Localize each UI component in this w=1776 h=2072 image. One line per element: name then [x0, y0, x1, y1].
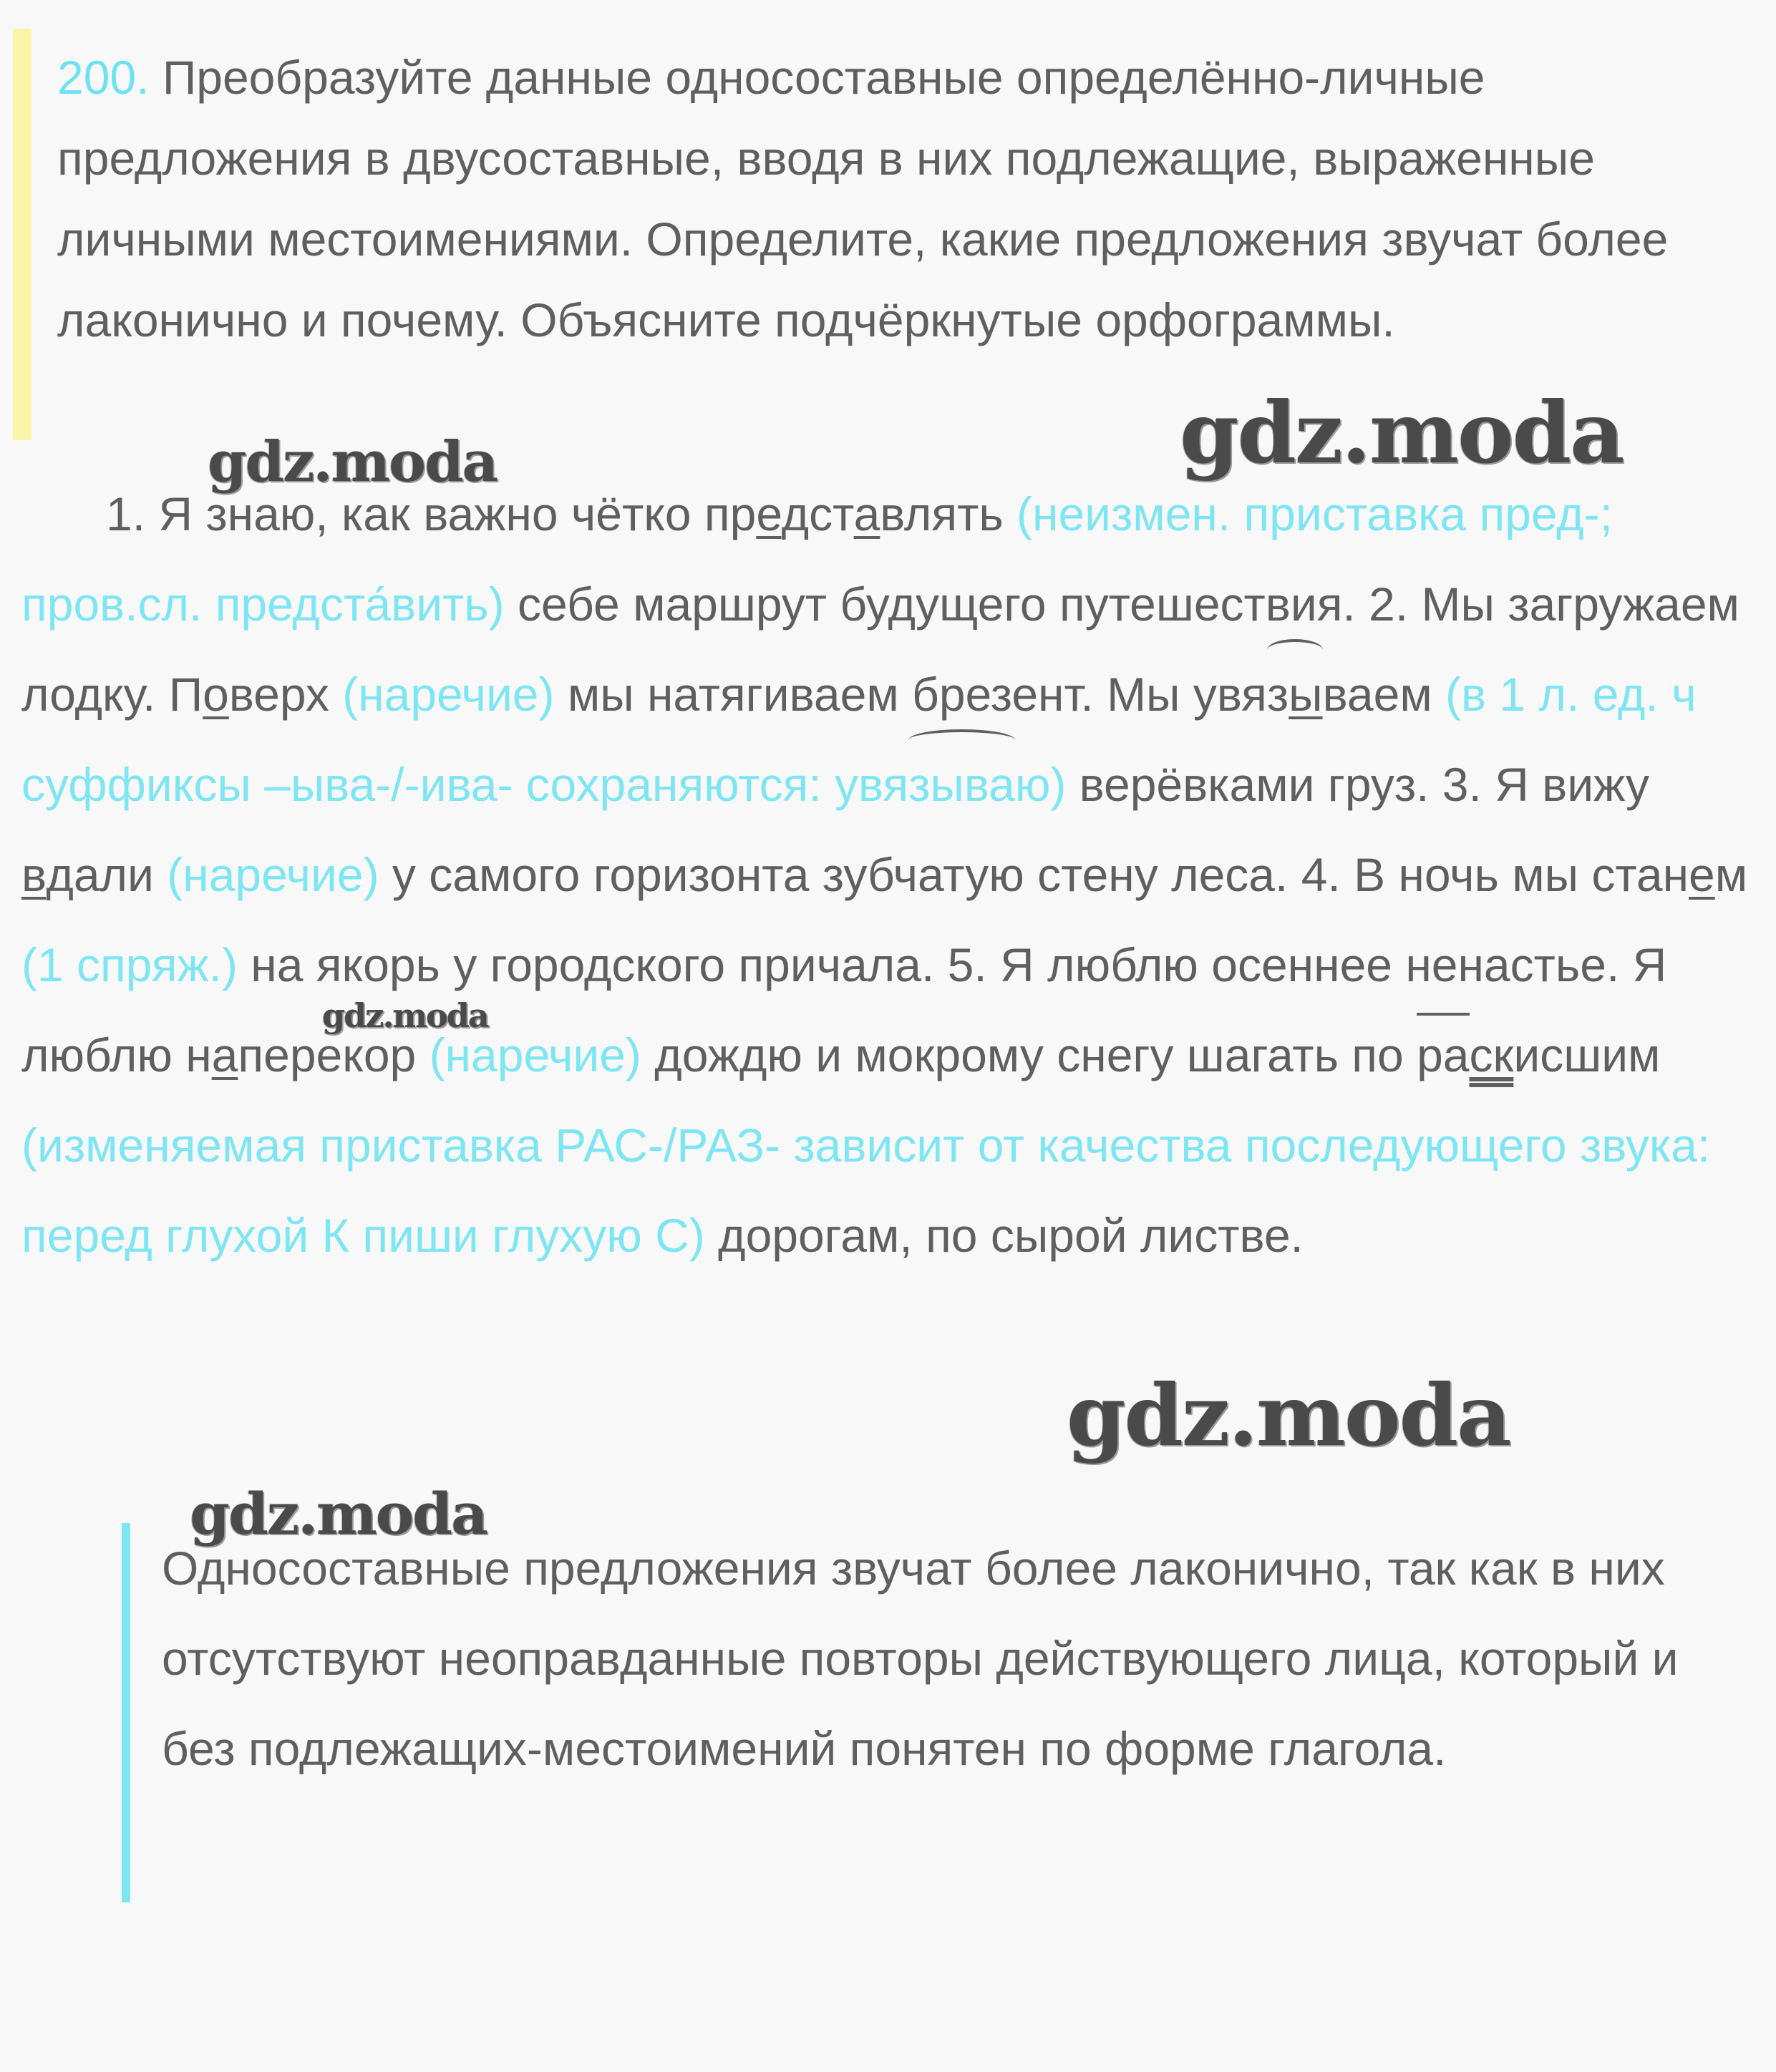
suffix-arc: зыва: [908, 739, 1015, 830]
text-run: ваем: [1322, 668, 1446, 721]
task-instructions: Преобразуйте данные односоставные определённо-личные предложения в двусоставные, вводя в них подлежащие, выраженные личными местоимениями. Определите, какие предложения звучат более лаконично и почему. Объясните подчёркнутые орфограммы.: [57, 51, 1669, 346]
root-arc: [1267, 649, 1323, 739]
underlined-letter: е: [756, 487, 782, 540]
text-run: у самого горизонта зубчатую стену леса.: [379, 848, 1289, 901]
conclusion-block: [122, 1523, 1761, 1902]
text-run: на якорь у городского причала.: [237, 938, 935, 991]
annotation-text: (в 1 л. ед. ч суффиксы –ыва-/-ива- сохраняются: увя: [21, 668, 1697, 811]
text-run: верёвками груз.: [1066, 758, 1430, 811]
underlined-letter: в: [21, 848, 47, 901]
text-run: верх: [228, 668, 343, 721]
text-run: перекор: [238, 1028, 430, 1081]
text-run: 2. Мы загружаем лодку. П: [21, 578, 1739, 721]
underlined-letter: а: [853, 487, 880, 540]
task-text: [57, 37, 1760, 361]
watermark-logo: gdz.moda: [190, 1480, 487, 1547]
text-run: дорогам, по сырой листве.: [704, 1209, 1304, 1262]
text-run: дали: [46, 848, 168, 901]
annotation-note: (изменяемая приставка РАС-/РАЗ- зависит от качества последующего звука: перед глухой К пиши глухую С): [21, 1119, 1711, 1262]
text-run: мы натягиваем брезент. Мы увя: [554, 668, 1267, 721]
text-run: з: [1266, 668, 1289, 721]
watermark-logo: gdz.moda: [208, 429, 498, 495]
text-run: себе маршрут будущего путешествия.: [504, 578, 1356, 631]
watermark-logo: gdz.moda: [1067, 1366, 1510, 1465]
text-run: 4. В ночь мы стан: [1288, 848, 1689, 901]
answer-text: [21, 469, 1754, 1280]
underlined-letter: о: [203, 668, 229, 721]
text-run: 1. Я знаю, как важно чётко пр: [106, 487, 757, 540]
annotation-note: (наречие): [342, 668, 555, 721]
text-run: дст: [781, 487, 854, 540]
text-run: м: [1714, 848, 1748, 901]
task-number: 200.: [57, 51, 150, 104]
double-underlined-letters: ск: [1469, 1028, 1514, 1081]
prefix-mark: ра: [1417, 1010, 1469, 1100]
underlined-letter: е: [1689, 848, 1715, 901]
watermark-logo: gdz.moda: [322, 996, 488, 1035]
watermark-logo: gdz.moda: [1180, 383, 1624, 482]
annotation-note: (наречие): [167, 848, 379, 901]
text-run: 5. Я люблю осеннее ненастье. Я люблю н: [21, 938, 1667, 1081]
annotation-note: (1 спряж.): [21, 938, 238, 991]
text-run: влять: [880, 487, 1017, 540]
text-run: 3. Я вижу: [1429, 758, 1649, 811]
annotation-note: (неизмен. приставка пред-; пров.сл. предста́вить): [21, 487, 1613, 631]
annotation-note: (наречие): [429, 1028, 641, 1081]
annotation-text: ю): [1014, 758, 1067, 811]
conclusion-text: Односоставные предложения звучат более лаконично, так как в них отсутствуют неоправданные повторы действующего лица, который и без подлежащих-местоимений понятен по форме глагола.: [162, 1542, 1679, 1775]
text-run: исшим: [1513, 1028, 1661, 1081]
task-block: [13, 29, 1760, 440]
text-run: дождю и мокрому снегу шагать по: [641, 1028, 1417, 1081]
underlined-letter: ы: [1289, 668, 1323, 721]
underlined-letter: а: [211, 1028, 238, 1081]
